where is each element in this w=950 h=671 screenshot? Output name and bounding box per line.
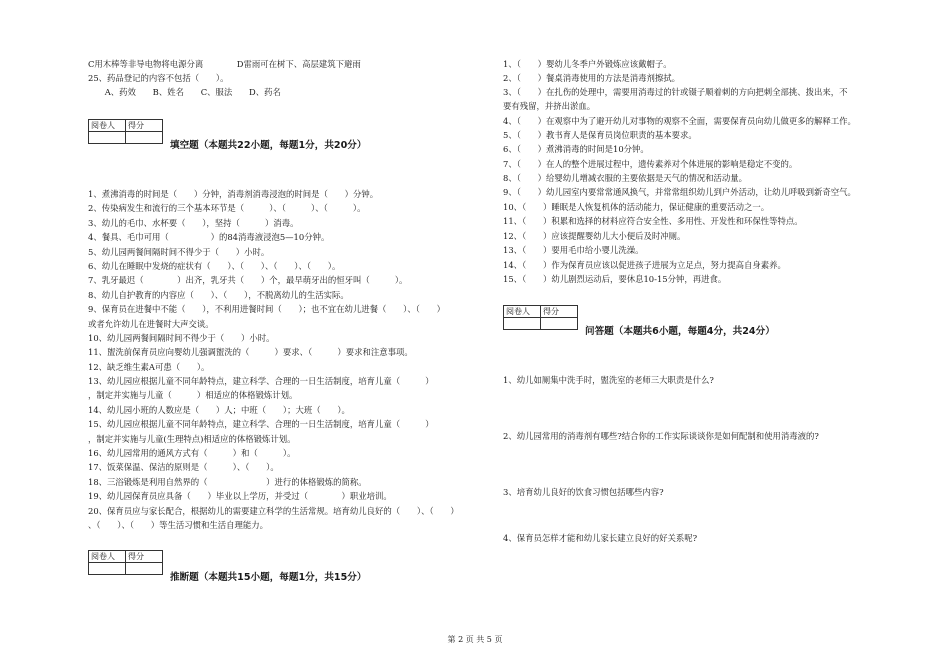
grader-label: 阅卷人: [89, 120, 126, 132]
judge-line: 4、（ ）在观察中为了避开幼儿对事物的观察不全面，需要保育员向幼儿做更多的解释工作。: [503, 116, 856, 126]
question-line: 6、幼儿在睡眠中发烧的症状有（ ）、（ ）、（ ）、（ ）。: [88, 261, 341, 271]
judge-line: 11、（ ）积累和选择的材料应符合安全性、多用性、开发性和环保性等特点。: [503, 216, 803, 226]
question-25-options: A、药效 B、姓名 C、服法 D、药名: [88, 87, 281, 97]
question-line: 11、盥洗前保育员应向婴幼儿强调盥洗的（ ）要求、（ ）要求和注意事项。: [88, 347, 413, 357]
question-line: 9、保育员在进餐中不能（ ），不利用进餐时间（ ）；也不宜在幼儿进餐（ ）、（ ）: [88, 304, 446, 314]
question-line: 17、饭菜保温、保洁的原则是（ ）、（ ）。: [88, 462, 279, 472]
text-line: C用木棒等非导电物将电源分离 D雷雨可在树下、高层建筑下避雨: [88, 59, 361, 69]
score-box: [88, 550, 163, 575]
judge-section-title: 推断题（本题共15小题，每题1分，共15分）: [170, 572, 367, 583]
judge-line: 3、（ ）在扎伤的处理中，需要用消毒过的针或镊子顺着刺的方向把刺全部挑、拨出来，不: [503, 87, 848, 97]
score-box: [503, 305, 578, 330]
grader-cell: [89, 132, 126, 144]
judge-line: 7、（ ）在人的整个进展过程中，遗传素养对个体进展的影响是稳定不变的。: [503, 159, 798, 169]
judge-line: 要有残留，并挤出淤血。: [503, 101, 596, 111]
grader-cell: [504, 318, 541, 330]
judge-line: 5、（ ）教书育人是保育员岗位职责的基本要求。: [503, 130, 697, 140]
judge-line: 2、（ ）餐桌消毒使用的方法是消毒剂擦拭。: [503, 73, 681, 83]
judge-line: 13、（ ）要用毛巾给小婴儿洗澡。: [503, 245, 644, 255]
question-line: 或者允许幼儿在进餐时大声交谈。: [88, 319, 214, 329]
question-line: 2、传染病发生和流行的三个基本环节是（ ）、（ ）、（ ）。: [88, 203, 366, 213]
question-line: 1、煮沸消毒的时间是（ ）分钟，消毒剂消毒浸泡的时间是（ ）分钟。: [88, 189, 379, 199]
question-line: 15、幼儿园应根据儿童不同年龄特点，建立科学、合理的一日生活制度，培育儿童（ ）: [88, 419, 434, 429]
fill-section-title: 填空题（本题共22小题，每题1分，共20分）: [170, 140, 367, 151]
judge-line: 8、（ ）给婴幼儿增减衣服的主要依据是天气的情况和活动量。: [503, 173, 748, 183]
question-line: 18、三浴锻炼是利用自然界的（ ）进行的体格锻炼的简称。: [88, 477, 367, 487]
score-cell: [126, 563, 163, 575]
judge-line: 12、（ ）应该提醒婴幼儿大小便后及时冲厕。: [503, 231, 686, 241]
question-line: 19、幼儿园保育员应具备（ ）毕业以上学历，并受过（ ）职业培训。: [88, 491, 392, 501]
qa-question-1: 1、幼儿如厕集中洗手时，盥洗室的老师三大职责是什么?: [503, 375, 714, 385]
question-line: 12、缺乏维生素A可患（ ）。: [88, 362, 210, 372]
question-line: 7、乳牙最迟（ ）出齐，乳牙共（ ）个，最早萌牙出的恒牙叫（ ）。: [88, 275, 408, 285]
question-line: 、（ ）、（ ）等生活习惯和生活自理能力。: [88, 520, 269, 530]
judge-line: 14、（ ）作为保育员应该以促进孩子进展为立足点，努力提高自身素养。: [503, 260, 786, 270]
judge-line: 6、（ ）煮沸消毒的时间是10分钟。: [503, 144, 649, 154]
grader-label: 阅卷人: [89, 551, 126, 563]
question-25: 25、药品登记的内容不包括（ ）。: [88, 73, 229, 83]
judge-line: 10、（ ）睡眠是人恢复机体的活动能力，保证健康的重要活动之一。: [503, 202, 770, 212]
question-line: 16、幼儿园常用的通风方式有（ ）和（ ）。: [88, 448, 296, 458]
question-line: 10、幼儿园两餐间隔时间不得少于（ ）小时。: [88, 333, 275, 343]
judge-line: 9、（ ）幼儿园室内要常常通风换气，并常常组织幼儿到户外活动，让幼儿呼吸到新奇空气。: [503, 187, 856, 197]
judge-line: 1、（ ）婴幼儿冬季户外锻炼应该戴帽子。: [503, 59, 672, 69]
score-box: [88, 119, 163, 144]
question-line: 4、餐具、毛巾可用（ ）的84消毒液浸泡5—10分钟。: [88, 232, 330, 242]
qa-question-2: 2、幼儿园常用的消毒剂有哪些?结合你的工作实际谈谈你是如何配制和使用消毒液的?: [503, 431, 819, 441]
score-label: 得分: [126, 120, 163, 132]
qa-question-3: 3、培育幼儿良好的饮食习惯包括哪些内容?: [503, 487, 664, 497]
question-line: 8、幼儿自护教育的内容应（ ）、（ ），不脱离幼儿的生活实际。: [88, 290, 349, 300]
question-line: ，制定并实施与儿童（ ）相适应的体格锻炼计划。: [88, 390, 298, 400]
judge-line: 15、（ ）幼儿剧烈运动后，要休息10-15分钟，再进食。: [503, 274, 727, 284]
grader-cell: [89, 563, 126, 575]
qa-question-4: 4、保育员怎样才能和幼儿家长建立良好的好关系呢?: [503, 533, 698, 543]
score-label: 得分: [126, 551, 163, 563]
score-label: 得分: [541, 306, 578, 318]
grader-label: 阅卷人: [504, 306, 541, 318]
question-line: ，制定并实施与儿童(生理特点)相适应的体格锻炼计划。: [88, 434, 296, 444]
question-line: 5、幼儿园两餐间隔时间不得少于（ ）小时。: [88, 247, 270, 257]
question-line: 13、幼儿园应根据儿童不同年龄特点，建立科学、合理的一日生活制度，培育儿童（ ）: [88, 376, 434, 386]
qa-section-title: 问答题（本题共6小题，每题4分，共24分）: [585, 326, 775, 337]
score-cell: [126, 132, 163, 144]
page-footer: 第 2 页 共 5 页: [447, 635, 503, 644]
question-line: 14、幼儿园小班的人数应是（ ）人；中班（ ）；大班（ ）。: [88, 405, 350, 415]
question-line: 20、保育员应与家长配合，根据幼儿的需要建立科学的生活常规。培育幼儿良好的（ ）、（ ）: [88, 506, 459, 516]
question-line: 3、幼儿的毛巾、水杯要（ ），坚持（ ）消毒。: [88, 218, 299, 228]
score-cell: [541, 318, 578, 330]
